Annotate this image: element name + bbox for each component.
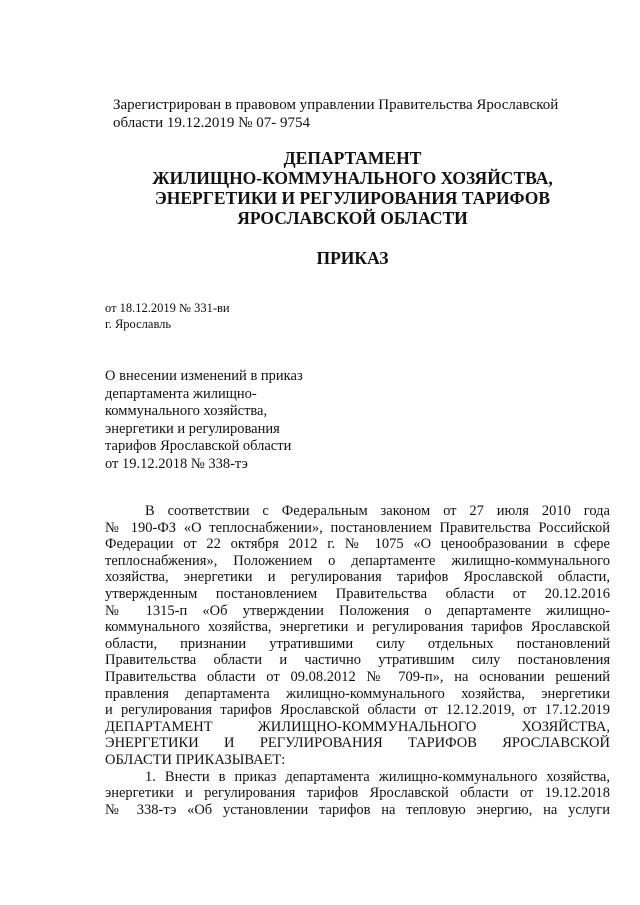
body-line: 1. Внести в приказ департамента жилищно-коммунального хозяйства, bbox=[145, 768, 610, 785]
subject-line: О внесении изменений в приказ bbox=[105, 368, 303, 384]
department-heading bbox=[100, 148, 605, 228]
body-line: теплоснабжения», Положением о департаменте жилищно-коммунального bbox=[105, 552, 610, 569]
body-line: № 190-ФЗ «О теплоснабжении», постановлением Правительства Российской bbox=[105, 519, 610, 536]
document-type-title: ПРИКАЗ bbox=[316, 248, 389, 268]
body-line: ОБЛАСТИ ПРИКАЗЫВАЕТ: bbox=[105, 751, 286, 768]
order-body bbox=[105, 503, 610, 818]
registration-note bbox=[113, 96, 613, 132]
order-city: г. Ярославль bbox=[105, 317, 172, 331]
subject-line: энергетики и регулирования bbox=[105, 420, 280, 437]
body-line: ЭНЕРГЕТИКИ И РЕГУЛИРОВАНИЯ ТАРИФОВ ЯРОСЛАВСКОЙ bbox=[105, 735, 610, 752]
registration-line-1: Зарегистрирован в правовом управлении Правительства Ярославской bbox=[113, 97, 559, 113]
subject-line: от 19.12.2018 № 338-тэ bbox=[105, 455, 248, 472]
body-line: ДЕПАРТАМЕНТ ЖИЛИЩНО-КОММУНАЛЬНОГО ХОЗЯЙСТВА, bbox=[105, 718, 610, 735]
heading-line-3: ЭНЕРГЕТИКИ И РЕГУЛИРОВАНИЯ ТАРИФОВ bbox=[154, 188, 551, 208]
body-line: № 1315-п «Об утверждении Положения о департаменте жилищно- bbox=[105, 602, 610, 619]
registration-line-2: области 19.12.2019 № 07- 9754 bbox=[113, 115, 310, 131]
heading-line-4: ЯРОСЛАВСКОЙ ОБЛАСТИ bbox=[237, 208, 468, 228]
body-line: № 338-тэ «Об установлении тарифов на тепловую энергию, на услуги bbox=[105, 801, 610, 818]
body-line: Федерации от 22 октября 2012 г. № 1075 «О ценообразовании в сфере bbox=[105, 536, 610, 553]
heading-line-1: ДЕПАРТАМЕНТ bbox=[283, 148, 422, 168]
body-line: и регулирования тарифов Ярославской области от 12.12.2019, от 17.12.2019 bbox=[105, 702, 610, 719]
body-line: утвержденным постановлением Правительства области от 20.12.2016 bbox=[105, 585, 610, 602]
subject-line: департамента жилищно- bbox=[105, 385, 257, 402]
heading-line-2: ЖИЛИЩНО-КОММУНАЛЬНОГО ХОЗЯЙСТВА, bbox=[152, 168, 553, 188]
order-subject bbox=[105, 368, 345, 473]
body-line: правления департамента жилищно-коммунального хозяйства, энергетики bbox=[105, 685, 610, 702]
body-line: Правительства области от 09.08.2012 № 709-п», на основании решений bbox=[105, 668, 610, 685]
body-line: хозяйства, энергетики и регулирования тарифов Ярославской области, bbox=[105, 569, 610, 586]
order-date-number: от 18.12.2019 № 331-ви bbox=[105, 301, 230, 315]
body-line: коммунального хозяйства, энергетики и регулирования тарифов Ярославской bbox=[105, 619, 610, 636]
order-meta bbox=[105, 300, 230, 332]
subject-line: тарифов Ярославской области bbox=[105, 438, 292, 454]
body-line: В соответствии с Федеральным законом от 27 июля 2010 года bbox=[145, 503, 610, 519]
subject-line: коммунального хозяйства, bbox=[105, 403, 268, 419]
body-line: Правительства области и частично утратившим силу постановления bbox=[105, 652, 610, 669]
body-line: области, признании утратившими силу отдельных постановлений bbox=[105, 635, 610, 652]
body-line: энергетики и регулирования тарифов Ярославской области от 19.12.2018 bbox=[105, 785, 610, 802]
